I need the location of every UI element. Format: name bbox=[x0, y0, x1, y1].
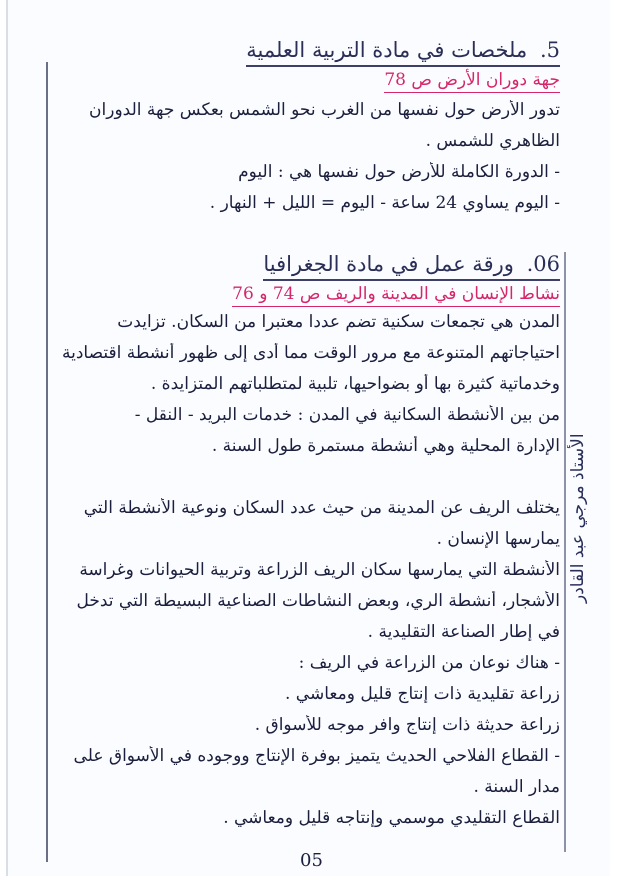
section2-heading bbox=[263, 252, 560, 276]
section2-subtitle-underline bbox=[232, 306, 560, 307]
page-number: 05 bbox=[300, 850, 323, 871]
section2-line: - هناك نوعان من الزراعة في الريف : bbox=[298, 653, 560, 673]
section1-number: 5. bbox=[539, 38, 560, 62]
section2-line: احتياجاتهم المتنوعة مع مرور الوقت مما أدى إلى ظهور أنشطة اقتصادية bbox=[61, 343, 560, 363]
section2-line: زراعة حديثة ذات إنتاج وافر موجه للأسواق . bbox=[254, 715, 560, 735]
section2-underline bbox=[263, 279, 560, 281]
section1-subtitle-underline bbox=[384, 92, 560, 93]
section2-line: - القطاع الفلاحي الحديث يتميز بوفرة الإنتاج ووجوده في الأسواق على bbox=[73, 746, 560, 766]
section2-line: في إطار الصناعة التقليدية . bbox=[367, 622, 560, 642]
section2-line: المدن هي تجمعات سكنية تضم عددا معتبرا من السكان. تزايدت bbox=[117, 312, 560, 332]
margin-rule bbox=[564, 252, 566, 852]
section2-line: يمارسها الإنسان . bbox=[436, 529, 560, 549]
section2-subtitle bbox=[232, 284, 560, 304]
teacher-name-margin: الأستاذ مرجي عبد القادر bbox=[568, 433, 588, 603]
section2-line: من بين الأنشطة السكانية في المدن : خدمات البريد - النقل - bbox=[134, 405, 560, 425]
section2-line: زراعة تقليدية ذات إنتاج قليل ومعاشي . bbox=[285, 684, 560, 704]
section1-underline bbox=[246, 65, 560, 67]
page-frame bbox=[46, 62, 612, 862]
section2-subtitle-text: نشاط الإنسان في المدينة والريف ص 74 و 76 bbox=[232, 284, 560, 304]
section2-line: الأنشطة التي يمارسها سكان الريف الزراعة وتربية الحيوانات وغراسة bbox=[79, 560, 560, 580]
section1-line: - اليوم يساوي 24 ساعة - اليوم = الليل + النهار . bbox=[209, 193, 560, 213]
section1-heading bbox=[246, 38, 560, 62]
section1-title: ملخصات في مادة التربية العلمية bbox=[246, 38, 528, 62]
section2-title: ورقة عمل في مادة الجغرافيا bbox=[263, 252, 514, 276]
section2-line: القطاع التقليدي موسمي وإنتاجه قليل ومعاشي . bbox=[223, 808, 560, 828]
section1-line: الظاهري للشمس . bbox=[425, 131, 560, 151]
section2-line: وخدماتية كثيرة بها أو بضواحيها، تلبية لمتطلباتهم المتزايدة . bbox=[150, 374, 560, 394]
section2-line: مدار السنة . bbox=[473, 777, 560, 797]
section1-line: تدور الأرض حول نفسها من الغرب نحو الشمس بعكس جهة الدوران bbox=[89, 100, 560, 120]
section2-number: 06. bbox=[526, 252, 560, 276]
section2-line: يختلف الريف عن المدينة من حيث عدد السكان ونوعية الأنشطة التي bbox=[83, 498, 560, 518]
section1-subtitle bbox=[384, 70, 560, 90]
section2-line: الأشجار، أنشطة الري، وبعض النشاطات الصناعية البسيطة التي تدخل bbox=[76, 591, 560, 611]
section1-line: - الدورة الكاملة للأرض حول نفسها هي : اليوم bbox=[238, 162, 560, 182]
section1-subtitle-text: جهة دوران الأرض ص 78 bbox=[384, 70, 560, 90]
section2-line: الإدارة المحلية وهي أنشطة مستمرة طول السنة . bbox=[211, 436, 560, 456]
